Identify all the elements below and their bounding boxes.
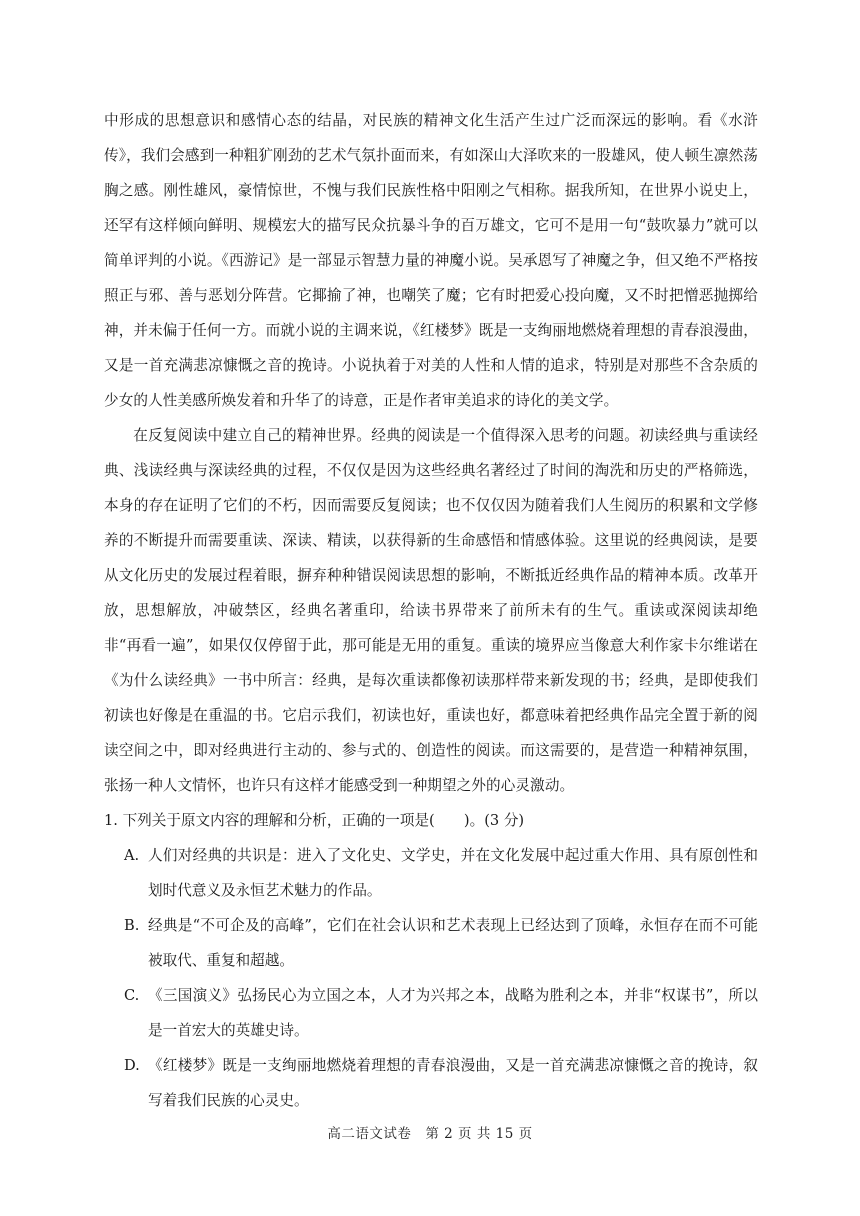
option-letter: B. [124, 917, 140, 934]
option-text: 人们对经典的共识是：进入了文化史、文学史，并在文化发展中起过重大作用、具有原创性和划时代意义及永恒艺术魅力的作品。 [148, 847, 758, 899]
option-b[interactable] [104, 908, 758, 978]
option-text: 《红楼梦》既是一支绚丽地燃烧着理想的青春浪漫曲，又是一首充满悲凉慷慨之音的挽诗，叙写着我们民族的心灵史。 [148, 1057, 758, 1109]
option-letter: A. [124, 847, 140, 864]
option-d[interactable] [104, 1048, 758, 1118]
passage-paragraph-2: 在反复阅读中建立自己的精神世界。经典的阅读是一个值得深入思考的问题。初读经典与重读经典、浅读经典与深读经典的过程，不仅仅是因为这些经典名著经过了时间的淘洗和历史的严格筛选，本身的存在证明了它们的不朽，因而需要反复阅读；也不仅仅因为随着我们人生阅历的积累和文学修养的不断提升而需要重读、深读、精读，以获得新的生命感悟和情感体验。这里说的经典阅读，是要从文化历史的发展过程着眼，摒弃种种错误阅读思想的影响，不断抵近经典作品的精神本质。改革开放，思想解放，冲破禁区，经典名著重印，给读书界带来了前所未有的生气。重读或深阅读却绝非“再看一遍”，如果仅仅停留于此，那可能是无用的重复。重读的境界应当像意大利作家卡尔维诺在《为什么读经典》一书中所言：经典，是每次重读都像初读那样带来新发现的书；经典，是即使我们初读也好像是在重温的书。它启示我们，初读也好，重读也好，都意味着把经典作品完全置于新的阅读空间之中，即对经典进行主动的、参与式的、创造性的阅读。而这需要的，是营造一种精神氛围，张扬一种人文情怀，也许只有这样才能感受到一种期望之外的心灵激动。 [104, 427, 758, 794]
answer-options [104, 838, 758, 1118]
page-footer: 高二语文试卷 第 2 页 共 15 页 [327, 1126, 533, 1142]
option-text: 经典是“不可企及的高峰”，它们在社会认识和艺术表现上已经达到了顶峰，永恒存在而不可能被取代、重复和超越。 [148, 917, 758, 969]
option-letter: C. [124, 987, 140, 1004]
option-a[interactable] [104, 838, 758, 908]
question-stem: 1. 下列关于原文内容的理解和分析，正确的一项是( )。(3 分) [104, 812, 525, 829]
option-text: 《三国演义》弘扬民心为立国之本，人才为兴邦之本，战略为胜利之本，并非“权谋书”，所以是一首宏大的英雄史诗。 [148, 987, 758, 1039]
passage-paragraph-1: 中形成的思想意识和感情心态的结晶，对民族的精神文化生活产生过广泛而深远的影响。看《水浒传》，我们会感到一种粗犷刚劲的艺术气氛扑面而来，有如深山大泽吹来的一股雄风，使人顿生凛然荡胸之感。刚性雄风，豪情惊世，不愧与我们民族性格中阳刚之气相称。据我所知，在世界小说史上，还罕有这样倾向鲜明、规模宏大的描写民众抗暴斗争的百万雄文，它可不是用一句“鼓吹暴力”就可以简单评判的小说。《西游记》是一部显示智慧力量的神魔小说。吴承恩写了神魔之争，但又绝不严格按照正与邪、善与恶划分阵营。它揶揄了神，也嘲笑了魔；它有时把爱心投向魔，又不时把憎恶抛掷给神，并未偏于任何一方。而就小说的主调来说，《红楼梦》既是一支绚丽地燃烧着理想的青春浪漫曲，又是一首充满悲凉慷慨之音的挽诗。小说执着于对美的人性和人情的追求，特别是对那些不含杂质的少女的人性美感所焕发着和升华了的诗意，正是作者审美追求的诗化的美文学。 [104, 112, 758, 409]
option-c[interactable] [104, 978, 758, 1048]
option-letter: D. [124, 1057, 140, 1074]
exam-page-body [104, 103, 758, 1118]
